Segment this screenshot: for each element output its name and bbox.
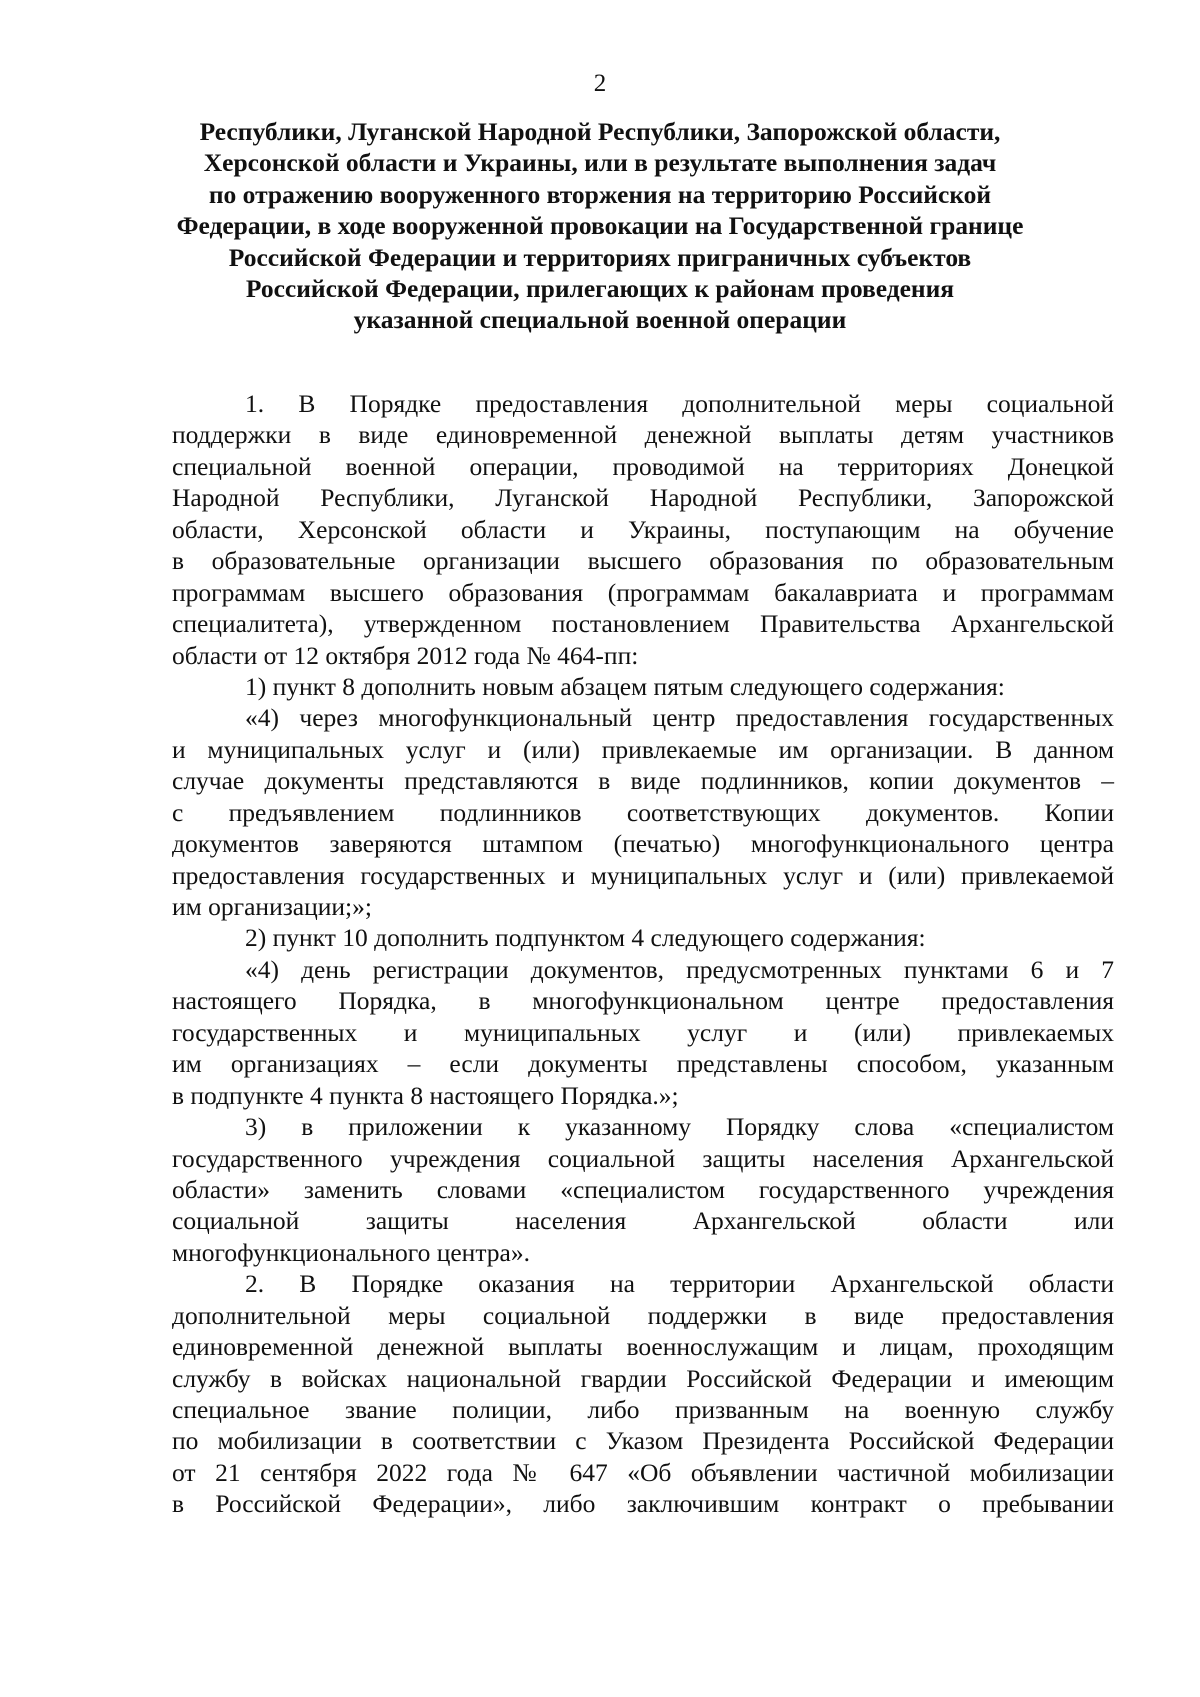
body-line: специалитета), утвержденном постановлением Правительства Архангельской [172, 609, 1114, 639]
body-line: службу в войсках национальной гвардии Российской Федерации и имеющим [172, 1363, 1114, 1393]
body-line: от 21 сентября 2022 года № 647 «Об объявлении частичной мобилизации [172, 1457, 1114, 1487]
document-body [172, 388, 1114, 1520]
body-line: 2) пункт 10 дополнить подпунктом 4 следующего содержания: [245, 923, 926, 953]
title-line: Российской Федерации, прилегающих к районам проведения [245, 274, 955, 304]
body-line: многофункционального центра». [172, 1237, 530, 1267]
body-line: программам высшего образования (программам бакалавриата и программам [172, 577, 1114, 607]
body-line: по мобилизации в соответствии с Указом Президента Российской Федерации [172, 1426, 1114, 1456]
body-line: предоставления государственных и муниципальных услуг и (или) привлекаемой [172, 860, 1114, 890]
body-line: 1. В Порядке предоставления дополнительной меры социальной [245, 389, 1114, 418]
body-line: государственного учреждения социальной защиты населения Архангельской [172, 1143, 1114, 1173]
body-line: государственных и муниципальных услуг и (или) привлекаемых [172, 1017, 1114, 1047]
body-line: в подпункте 4 пункта 8 настоящего Порядка.»; [172, 1080, 679, 1110]
body-line: в Российской Федерации», либо заключившим контракт о пребывании [172, 1489, 1114, 1519]
body-line: документов заверяются штампом (печатью) многофункционального центра [172, 829, 1114, 859]
body-line: единовременной денежной выплаты военнослужащим и лицам, проходящим [172, 1332, 1114, 1362]
body-line: 3) в приложении к указанному Порядку слова «специалистом [245, 1112, 1114, 1142]
title-line: Российской Федерации и территориях приграничных субъектов [228, 242, 972, 272]
body-line: 1) пункт 8 дополнить новым абзацем пятым следующего содержания: [245, 671, 1005, 701]
body-line: дополнительной меры социальной поддержки в виде предоставления [172, 1300, 1114, 1330]
body-line: 2. В Порядке оказания на территории Архангельской области [245, 1269, 1114, 1299]
title-line: Федерации, в ходе вооруженной провокации на Государственной границе [176, 211, 1024, 241]
body-line: социальной защиты населения Архангельской области или [172, 1206, 1114, 1236]
body-line: области» заменить словами «специалистом государственного учреждения [172, 1174, 1114, 1204]
body-line: специальное звание полиции, либо призванным на военную службу [172, 1395, 1114, 1424]
body-line: «4) через многофункциональный центр предоставления государственных [245, 703, 1114, 733]
body-line: поддержки в виде единовременной денежной выплаты детям участников [172, 420, 1114, 450]
body-line: специальной военной операции, проводимой на территориях Донецкой [172, 451, 1114, 481]
body-line: области, Херсонской области и Украины, поступающим на обучение [172, 514, 1114, 544]
body-line: области от 12 октября 2012 года № 464-пп: [172, 640, 639, 670]
body-line: с предъявлением подлинников соответствующих документов. Копии [172, 797, 1114, 827]
body-line: настоящего Порядка, в многофункциональном центре предоставления [172, 986, 1114, 1016]
title-line: указанной специальной военной операции [353, 305, 847, 335]
body-line: Народной Республики, Луганской Народной Республики, Запорожской [172, 483, 1114, 513]
title-line: Херсонской области и Украины, или в результате выполнения задач [203, 148, 997, 178]
body-line: и муниципальных услуг и (или) привлекаемые им организации. В данном [172, 734, 1114, 764]
body-line: им организациях – если документы представлены способом, указанным [172, 1049, 1114, 1079]
title-line: Республики, Луганской Народной Республики, Запорожской области, [199, 117, 1001, 146]
title-line: по отражению вооруженного вторжения на территорию Российской [208, 179, 992, 209]
body-line: случае документы представляются в виде подлинников, копии документов – [172, 766, 1114, 796]
page-number: 2 [593, 70, 607, 97]
document-title [160, 116, 1040, 336]
body-line: «4) день регистрации документов, предусмотренных пунктами 6 и 7 [245, 954, 1114, 984]
body-line: в образовательные организации высшего образования по образовательным [172, 546, 1114, 576]
body-line: им организации;»; [172, 892, 372, 921]
